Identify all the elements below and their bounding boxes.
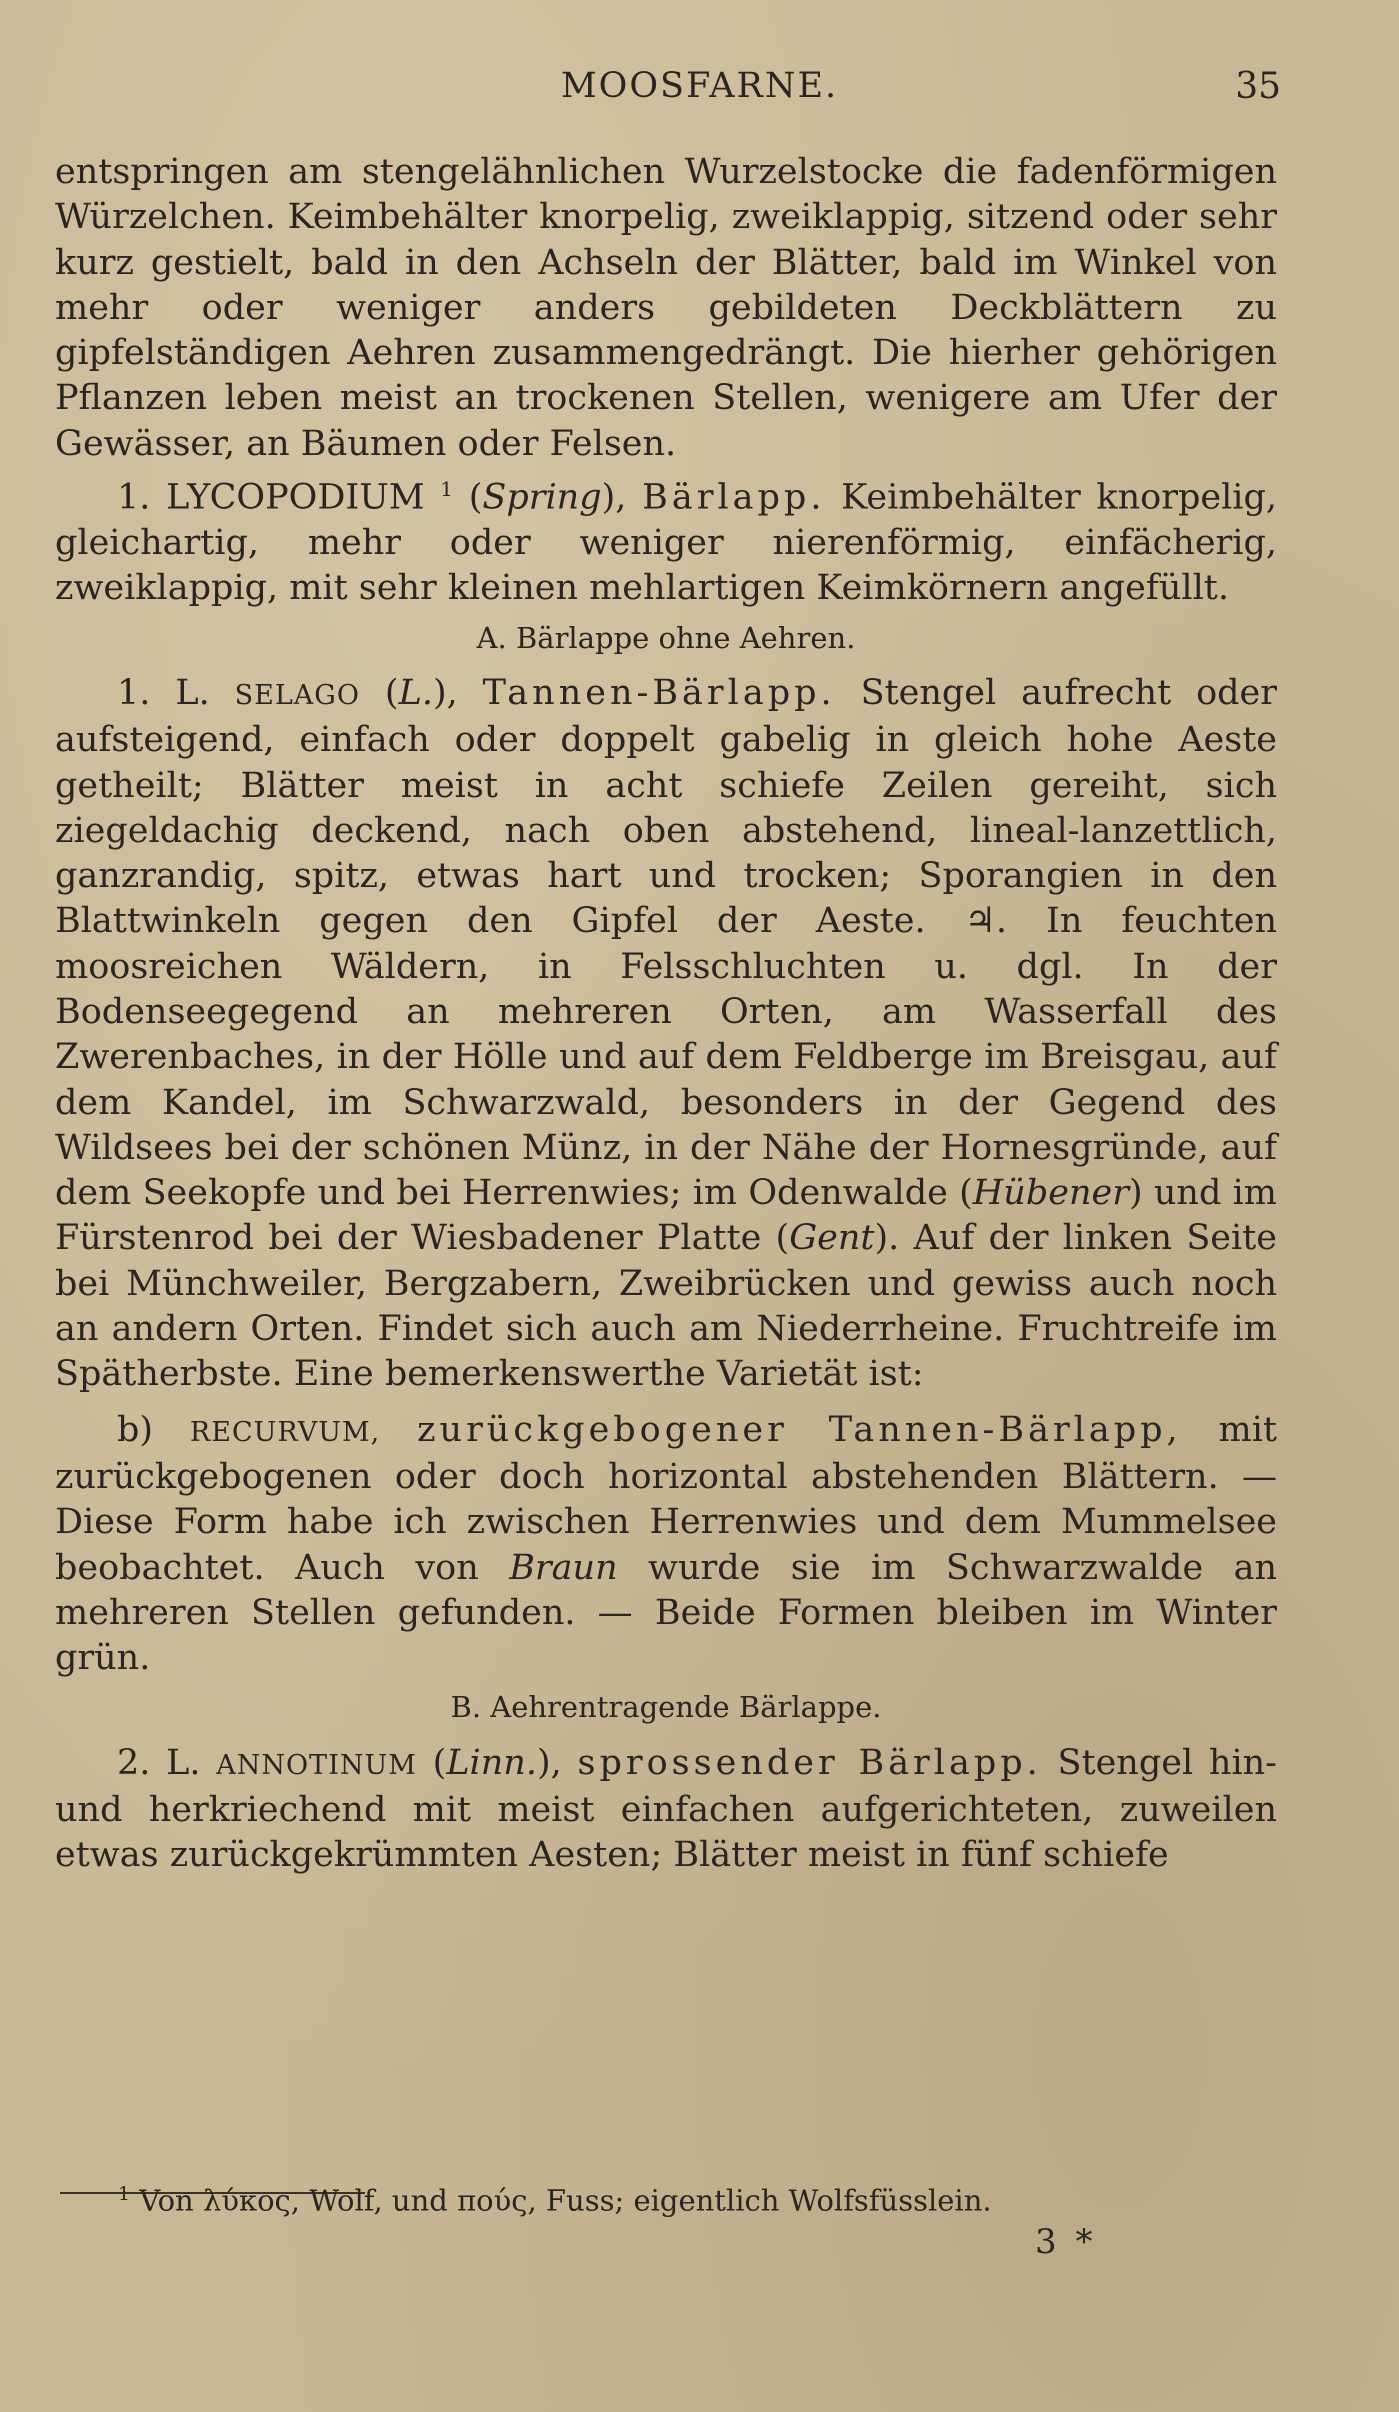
species-1-number: 1. L. <box>117 672 210 713</box>
page-number: 35 <box>1235 66 1281 107</box>
footnote <box>118 2183 1218 2218</box>
species-1-text-a: Stengel aufrecht oder aufsteigend, einfach oder doppelt gabelig in gleich hohe Aeste getheilt; Blätter meist in acht schiefe Zeilen gereiht, sich ziegeldachig deckend, nach oben abstehend, lineal-lanzettlich, ganzrandig, spitz, etwas hart und trocken; Sporangien in den Blattwinkeln gegen den Gipfel der Aeste. ♃. In feuchten moosreichen Wäldern, in Felsschluchten u. dgl. In der Bodenseegegend an mehreren Orten, am Wasserfall des Zwerenbaches, in der Hölle und auf dem Feldberge im Breisgau, auf dem Kandel, im Schwarzwald, besonders in der Gegend des Wildsees bei der schönen Münz, in der Nähe der Hornesgründe, auf dem Seekopfe und bei Herrenwies; im Odenwalde ( <box>55 672 1277 1214</box>
species-1-ref-2: Gent <box>789 1218 875 1259</box>
species-1-author: L. <box>398 672 433 713</box>
variety-epithet: RECURVUM, <box>189 1416 381 1448</box>
variety-paragraph <box>55 1408 1277 1682</box>
variety-ref: Braun <box>509 1547 618 1588</box>
genus-paragraph: 1. LYCOPODIUM $^1$ (Spring), Bärlapp. Keimbehälter knorpelig, gleichartig, mehr oder weniger nierenförmig, einfächerig, zweiklappig, mit sehr kleinen mehlartigen Keimkörnern angefüllt. <box>55 477 1278 609</box>
species-2-common-name: sprossender Bärlapp. <box>577 1742 1042 1783</box>
species-2-author: Linn. <box>446 1742 537 1783</box>
species-1-text-c: ). Auf der linken Seite bei Münchweiler, Bergzabern, Zweibrücken und gewiss auch noch an andern Orten. Findet sich auch am Niederrheine. Fruchtreife im Spätherbste. Eine bemerkenswerthe Varietät ist: <box>55 1218 1277 1395</box>
intro-paragraph: entspringen am stengelähnlichen Wurzelstocke die fadenförmigen Würzelchen. Keimbehälter knorpelig, zweiklappig, sitzend oder sehr kurz gestielt, bald in den Achseln der Blätter, bald im Winkel von mehr oder weniger anders gebildeten Deckblättern zu gipfelständigen Aehren zusammengedrängt. Die hierher gehörigen Pflanzen leben meist an trockenen Stellen, wenigere am Ufer der Gewässer, an Bäumen oder Felsen. <box>55 152 1277 464</box>
species-2-text: Stengel hin- und herkriechend mit meist einfachen aufgerichteten, zuweilen etwas zurückgekrümmten Aesten; Blätter meist in fünf schiefe <box>55 1742 1278 1876</box>
running-title: MOOSFARNE. <box>560 66 839 106</box>
genus-text: Keimbehälter knorpelig, gleichartig, mehr oder weniger nierenförmig, einfächerig, zweiklappig, mit sehr kleinen mehlartigen Keimkörnern angefüllt. <box>55 477 1278 609</box>
genus-number: 1. LYCOPODIUM <box>117 477 425 518</box>
section-heading-b: B. Aehrentragende Bärlappe. <box>450 1690 882 1725</box>
species-1-text-b: ) und im Fürstenrod bei der Wiesbadener Platte ( <box>55 1173 1277 1259</box>
species-1-paragraph: 1. L. SELAGO (L.), Tannen-Bärlapp. Stengel aufrecht oder aufsteigend, einfach oder doppelt gabelig in gleich hohe Aeste getheilt; Blätter meist in acht schiefe Zeilen gereiht, sich ziegeldachig deckend, nach oben abstehend, lineal-lanzettlich, ganzrandig, spitz, etwas hart und trocken; Sporangien in den Blattwinkeln gegen den Gipfel der Aeste. ♃. In feuchten moosreichen Wäldern, in Felsschluchten u. dgl. In der Bodenseegegend an mehreren Orten, am Wasserfall des Zwerenbaches, in der Hölle und auf dem Feldberge im Breisgau, auf dem Kandel, im Schwarzwald, besonders in der Gegend des Wildsees bei der schönen Münz, in der Nähe der Hornesgründe, auf dem Seekopfe und bei Herrenwies; im Odenwalde (Hübener) und im Fürstenrod bei der Wiesbadener Platte (Gent). Auf der linken Seite bei Münchweiler, Bergzabern, Zweibrücken und gewiss auch noch an andern Orten. Findet sich auch am Niederrheine. Fruchtreife im Spätherbste. Eine bemerkenswerthe Varietät ist: <box>55 672 1277 1395</box>
page-header <box>0 62 1399 112</box>
signature-mark: 3 * <box>1035 2222 1097 2262</box>
genus-common-name: Bärlapp. <box>642 477 826 518</box>
variety-label: b) <box>117 1409 154 1450</box>
species-2-epithet: ANNOTINUM <box>216 1749 417 1781</box>
page-body <box>55 150 1277 1879</box>
species-1-epithet: SELAGO <box>234 679 360 711</box>
species-1-ref-1: Hübener <box>972 1173 1129 1214</box>
species-2-paragraph: 2. L. ANNOTINUM (Linn.), sprossender Bärlapp. Stengel hin- und herkriechend mit meist einfachen aufgerichteten, zuweilen etwas zurückgekrümmten Aesten; Blätter meist in fünf schiefe <box>55 1742 1278 1876</box>
species-2-number: 2. L. <box>117 1742 201 1783</box>
variety-common-name: zurückgebogener Tannen-Bärlapp, <box>417 1409 1182 1450</box>
genus-author: Spring <box>482 477 602 518</box>
footnote-mark: 1 <box>118 2183 131 2205</box>
species-1-common-name: Tannen-Bärlapp. <box>482 672 836 713</box>
variety-text-a: mit zurückgebogenen oder doch horizontal abstehenden Blättern. — Diese Form habe ich zwischen Herrenwies und dem Mummelsee beobachtet. Auch von <box>55 1409 1277 1588</box>
footnote-text: Von λύκος, Wolf, und πούς, Fuss; eigentlich Wolfsfüsslein. <box>130 2183 992 2218</box>
variety-text-b: wurde sie im Schwarzwalde an mehreren Stellen gefunden. — Beide Formen bleiben im Winter grün. <box>55 1547 1278 1679</box>
section-heading-a: A. Bärlappe ohne Aehren. <box>476 620 856 655</box>
footnote-reference: 1 <box>440 477 453 502</box>
